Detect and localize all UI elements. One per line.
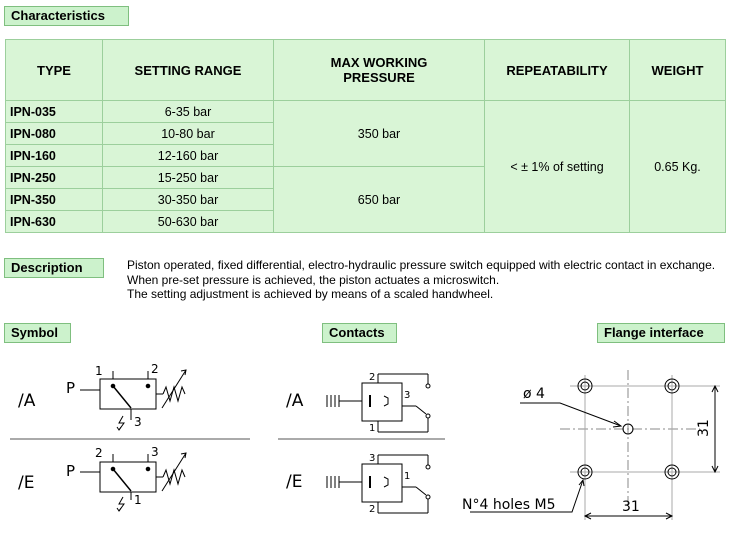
type-cell: IPN-630 (6, 211, 103, 233)
symbol-number-label: 2 (95, 446, 103, 460)
symbol-e-diagram (80, 453, 186, 511)
pressure-cell-low: 350 bar (274, 101, 485, 167)
diagram-drawings (0, 340, 730, 543)
col-header-repeatability: REPEATABILITY (485, 40, 630, 101)
description-text (127, 258, 727, 302)
symbol-port-p-label: P (66, 379, 76, 397)
flange-interface-header: Flange interface (597, 323, 725, 343)
type-cell: IPN-250 (6, 167, 103, 189)
range-cell: 12-160 bar (103, 145, 274, 167)
symbol-number-label: 3 (151, 445, 159, 459)
type-cell: IPN-080 (6, 123, 103, 145)
description-line: The setting adjustment is achieved by means of a scaled handwheel. (127, 287, 494, 301)
col-header-setting-range: SETTING RANGE (103, 40, 274, 101)
col-header-weight: WEIGHT (630, 40, 726, 101)
contacts-a-diagram (327, 374, 430, 432)
range-cell: 6-35 bar (103, 101, 274, 123)
contact-number-label: 3 (369, 453, 376, 464)
symbol-number-label: 1 (134, 493, 142, 507)
table-header-row (6, 40, 726, 101)
contacts-variant-e-label: /E (286, 472, 303, 492)
description-header: Description (4, 258, 104, 278)
contacts-variant-a-label: /A (286, 391, 304, 411)
range-cell: 10-80 bar (103, 123, 274, 145)
pressure-cell-high: 650 bar (274, 167, 485, 233)
type-cell: IPN-160 (6, 145, 103, 167)
description-line: Piston operated, fixed differential, electro-hydraulic pressure switch equipped with electric contact in exchange. When pre-set pressure is achieved, the piston actuates a microswitch. (127, 258, 716, 287)
symbol-variant-e-label: /E (18, 473, 35, 493)
contact-number-label: 1 (404, 471, 411, 482)
contact-number-label: 2 (369, 504, 376, 515)
range-cell: 50-630 bar (103, 211, 274, 233)
range-cell: 30-350 bar (103, 189, 274, 211)
weight-cell: 0.65 Kg. (630, 101, 726, 233)
symbol-port-p-label: P (66, 462, 76, 480)
type-cell: IPN-350 (6, 189, 103, 211)
contact-number-label: 2 (369, 372, 376, 383)
repeatability-cell: < ± 1% of setting (485, 101, 630, 233)
table-row (6, 101, 726, 123)
symbol-a-diagram (80, 370, 186, 430)
characteristics-header: Characteristics (4, 6, 129, 26)
flange-vertical-dimension: 31 (696, 419, 712, 437)
contacts-e-diagram (327, 455, 430, 513)
flange-holes-label: N°4 holes M5 (462, 497, 556, 513)
range-cell: 15-250 bar (103, 167, 274, 189)
symbol-number-label: 1 (95, 364, 103, 378)
flange-horizontal-dimension: 31 (622, 499, 640, 515)
symbol-variant-a-label: /A (18, 391, 36, 411)
flange-diameter-label: ø 4 (523, 386, 545, 402)
symbol-number-label: 2 (151, 362, 159, 376)
characteristics-table (5, 39, 726, 233)
type-cell: IPN-035 (6, 101, 103, 123)
symbol-number-label: 3 (134, 415, 142, 429)
contact-number-label: 3 (404, 390, 411, 401)
contact-number-label: 1 (369, 423, 376, 434)
col-header-max-working-pressure: MAX WORKING PRESSURE (274, 40, 485, 101)
symbol-header: Symbol (4, 323, 71, 343)
col-header-type: TYPE (6, 40, 103, 101)
contacts-header: Contacts (322, 323, 397, 343)
